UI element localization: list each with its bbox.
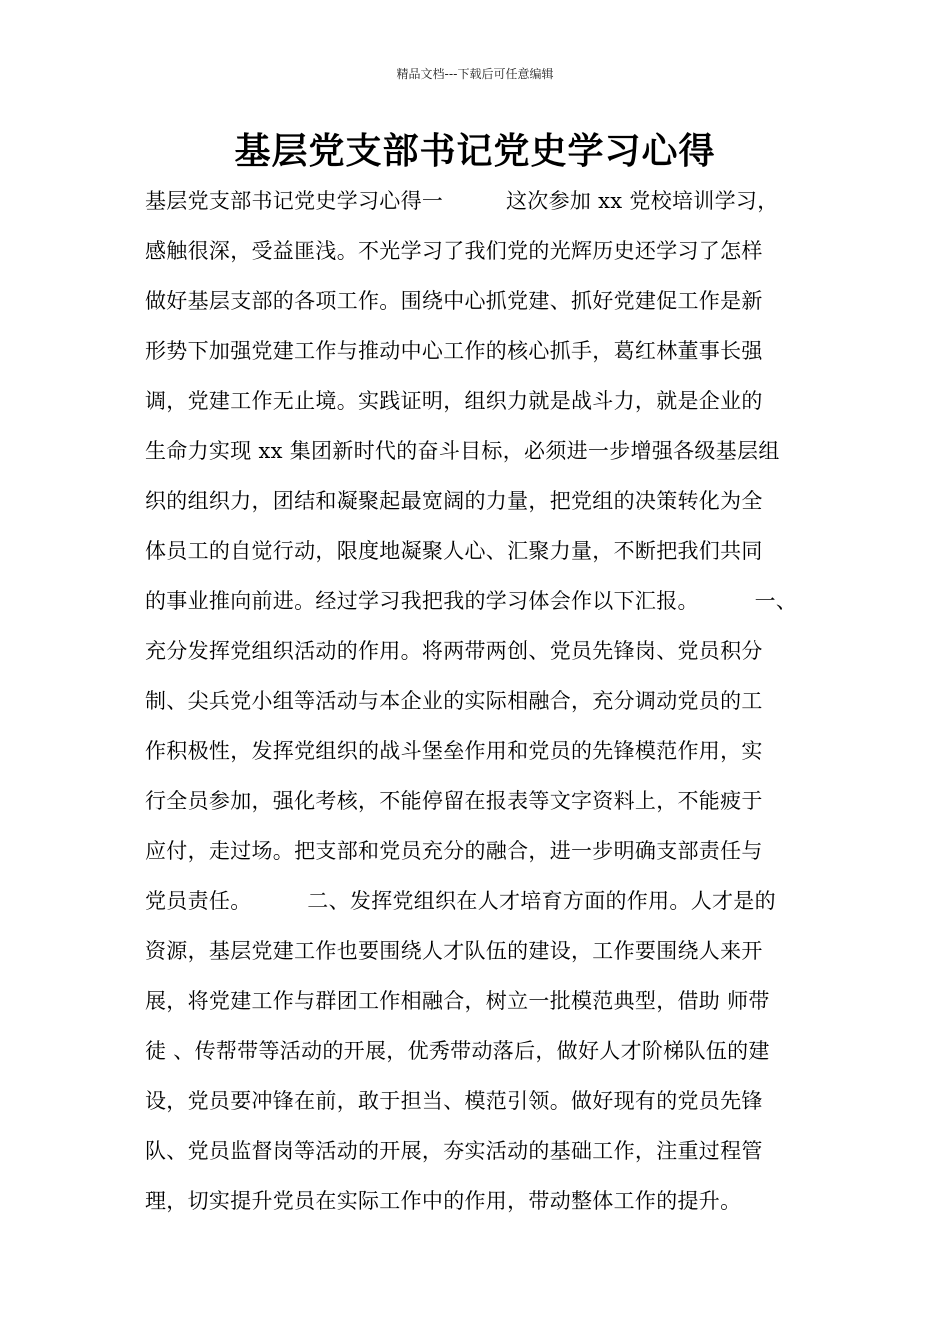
text-line: 形势下加强党建工作与推动中心工作的核心抓手，葛红林董事长强 [145, 339, 763, 363]
text-line: 徒 、传帮带等活动的开展，优秀带动落后，做好人才阶梯队伍的建 [145, 1039, 770, 1063]
text-line: 设，党员要冲锋在前，敢于担当、模范引领。做好现有的党员先锋 [145, 1089, 763, 1113]
text-line: 党员责任。 二、发挥党组织在人才培育方面的作用。人才是的 [145, 889, 776, 913]
text-line: 基层党支部书记党史学习心得一 这次参加 xx 党校培训学习， [145, 189, 779, 213]
text-line: 应付，走过场。把支部和党员充分的融合，进一步明确支部责任与 [145, 839, 763, 863]
text-line: 体员工的自觉行动，限度地凝聚人心、汇聚力量，不断把我们共同 [145, 539, 763, 563]
text-line: 作积极性，发挥党组织的战斗堡垒作用和党员的先锋模范作用，实 [145, 739, 763, 763]
text-line: 充分发挥党组织活动的作用。将两带两创、党员先锋岗、党员积分 [145, 639, 763, 663]
page-title: 基层党支部书记党史学习心得 [234, 131, 716, 172]
text-line: 制、尖兵党小组等活动与本企业的实际相融合，充分调动党员的工 [145, 689, 763, 713]
text-line: 的事业推向前进。经过学习我把我的学习体会作以下汇报。 一、 [145, 589, 798, 613]
text-line: 生命力实现 xx 集团新时代的奋斗目标，必须进一步增强各级基层组 [145, 439, 780, 463]
text-line: 行全员参加，强化考核，不能停留在报表等文字资料上，不能疲于 [145, 789, 763, 813]
text-line: 做好基层支部的各项工作。围绕中心抓党建、抓好党建促工作是新 [145, 289, 763, 313]
text-line: 队、党员监督岗等活动的开展，夯实活动的基础工作，注重过程管 [145, 1139, 763, 1163]
header-note: 精品文档---下载后可任意编辑 [396, 67, 554, 81]
text-line: 织的组织力，团结和凝聚起最宽阔的力量，把党组的决策转化为全 [145, 489, 763, 513]
text-line: 调，党建工作无止境。实践证明，组织力就是战斗力，就是企业的 [145, 389, 763, 413]
text-line: 感触很深，受益匪浅。不光学习了我们党的光辉历史还学习了怎样 [145, 239, 763, 263]
text-line: 展，将党建工作与群团工作相融合，树立一批模范典型，借助 师带 [145, 989, 770, 1013]
text-line: 资源，基层党建工作也要围绕人才队伍的建设，工作要围绕人来开 [145, 939, 763, 963]
text-line: 理，切实提升党员在实际工作中的作用，带动整体工作的提升。 [145, 1189, 742, 1213]
body-text [145, 180, 825, 1230]
